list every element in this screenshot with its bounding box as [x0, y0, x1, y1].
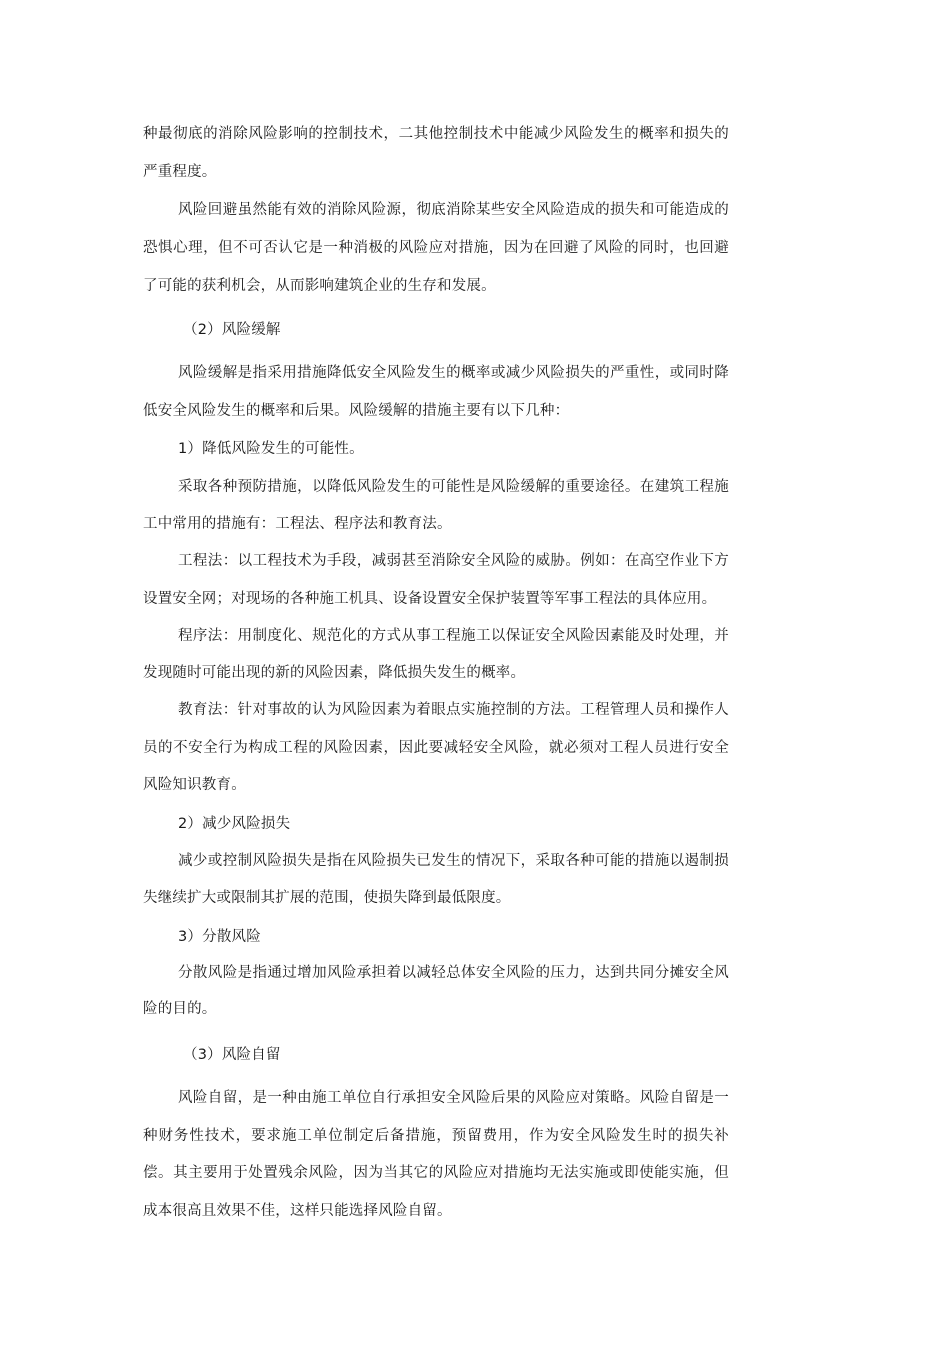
body-text-line: 种最彻底的消除风险影响的控制技术，二其他控制技术中能减少风险发生的概率和损失的 — [143, 126, 729, 142]
sub-heading: 3）分散风险 — [178, 929, 261, 945]
body-text-line: 严重程度。 — [143, 164, 217, 180]
body-text-line: 风险自留，是一种由施工单位自行承担安全风险后果的风险应对策略。风险自留是一 — [178, 1090, 729, 1106]
body-text-line: 风险缓解是指采用措施降低安全风险发生的概率或减少风险损失的严重性，或同时降 — [178, 365, 729, 381]
body-text-line: 风险知识教育。 — [143, 777, 246, 793]
body-text-line: 教育法：针对事故的认为风险因素为着眼点实施控制的方法。工程管理人员和操作人 — [178, 702, 729, 718]
body-text-line: 设置安全网；对现场的各种施工机具、设备设置安全保护装置等军事工程法的具体应用。 — [143, 591, 717, 607]
body-text-line: 种财务性技术，要求施工单位制定后备措施，预留费用，作为安全风险发生时的损失补 — [143, 1128, 729, 1144]
section-heading: （2）风险缓解 — [183, 322, 281, 338]
body-text-line: 工程法：以工程技术为手段，减弱甚至消除安全风险的威胁。例如：在高空作业下方 — [178, 553, 729, 569]
body-text-line: 了可能的获利机会，从而影响建筑企业的生存和发展。 — [143, 278, 496, 294]
body-text-line: 风险回避虽然能有效的消除风险源，彻底消除某些安全风险造成的损失和可能造成的 — [178, 202, 729, 218]
section-heading: （3）风险自留 — [183, 1047, 281, 1063]
body-text-line: 分散风险是指通过增加风险承担着以减轻总体安全风险的压力，达到共同分摊安全风 — [178, 965, 729, 981]
body-text-line: 偿。其主要用于处置残余风险，因为当其它的风险应对措施均无法实施或即使能实施，但 — [143, 1165, 729, 1181]
body-text-line: 险的目的。 — [143, 1001, 217, 1017]
body-text-line: 工中常用的措施有：工程法、程序法和教育法。 — [143, 516, 452, 532]
body-text-line: 失继续扩大或限制其扩展的范围，使损失降到最低限度。 — [143, 890, 511, 906]
body-text-line: 采取各种预防措施，以降低风险发生的可能性是风险缓解的重要途径。在建筑工程施 — [178, 479, 729, 495]
body-text-line: 恐惧心理，但不可否认它是一种消极的风险应对措施，因为在回避了风险的同时，也回避 — [143, 240, 729, 256]
body-text-line: 低安全风险发生的概率和后果。风险缓解的措施主要有以下几种： — [143, 403, 570, 419]
sub-heading: 1）降低风险发生的可能性。 — [178, 441, 364, 457]
body-text-line: 成本很高且效果不佳，这样只能选择风险自留。 — [143, 1203, 452, 1219]
sub-heading: 2）减少风险损失 — [178, 816, 291, 832]
body-text-line: 减少或控制风险损失是指在风险损失已发生的情况下，采取各种可能的措施以遏制损 — [178, 853, 729, 869]
body-text-line: 发现随时可能出现的新的风险因素，降低损失发生的概率。 — [143, 665, 526, 681]
body-text-line: 员的不安全行为构成工程的风险因素，因此要减轻安全风险，就必须对工程人员进行安全 — [143, 740, 729, 756]
body-text-line: 程序法：用制度化、规范化的方式从事工程施工以保证安全风险因素能及时处理，并 — [178, 628, 729, 644]
